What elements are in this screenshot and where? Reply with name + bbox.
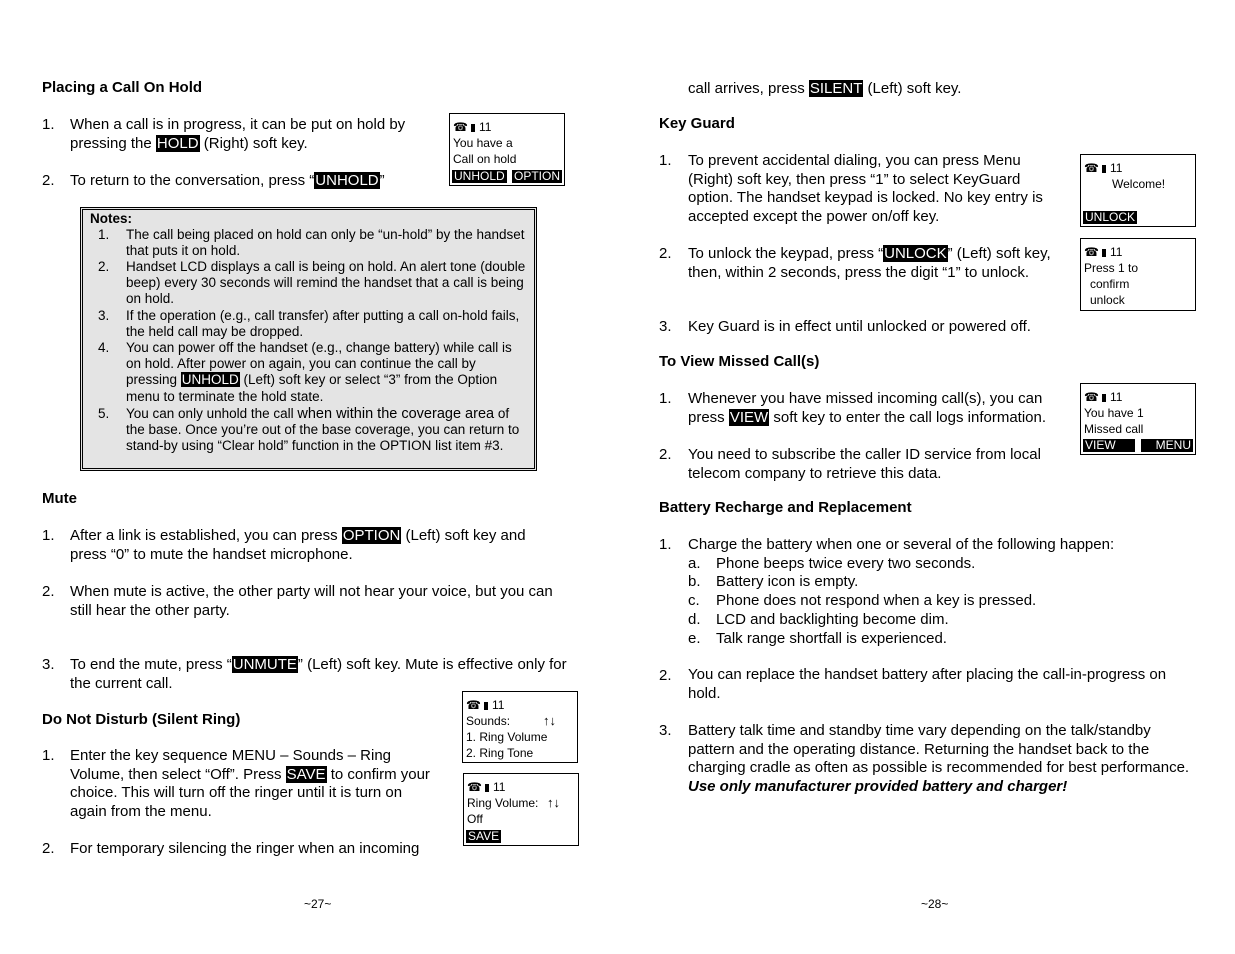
battery-sub-letter: c. xyxy=(688,592,700,609)
battery-sub-letter: e. xyxy=(688,630,701,647)
page-number-right: ~28~ xyxy=(921,897,949,911)
lcd-line: Call on hold xyxy=(453,152,517,166)
battery-sub-item: LCD and backlighting become dim. xyxy=(716,611,949,628)
battery-icon xyxy=(484,702,488,710)
note-number: 1. xyxy=(98,227,110,242)
battery-warning: Use only manufacturer provided battery and charger! xyxy=(688,777,1068,795)
lcd-right-softkey: OPTION xyxy=(513,169,560,183)
hold-heading: Placing a Call On Hold xyxy=(42,79,203,96)
lcd-sounds-menu: ☎ 11 Sounds: ↑↓ 1. Ring Volume 2. Ring Tone xyxy=(462,691,578,763)
missed-item1-text: Whenever you have missed incoming call(s), you can press VIEW soft key to enter the call logs information. xyxy=(688,390,1047,426)
lcd-line: 1. Ring Volume xyxy=(466,730,548,744)
battery-sub-item: Talk range shortfall is experienced. xyxy=(716,630,947,647)
mute-item1-number: 1. xyxy=(42,527,55,544)
view-key: VIEW xyxy=(729,408,769,426)
battery-icon xyxy=(485,784,489,792)
unlock-key: UNLOCK xyxy=(884,245,947,262)
missed-heading: To View Missed Call(s) xyxy=(659,353,820,370)
phone-icon: ☎ xyxy=(467,780,482,794)
unhold-key: UNHOLD xyxy=(181,372,239,388)
hold-item2-text: To return to the conversation, press “UNHOLD” xyxy=(70,172,385,189)
mute-item2-text: When mute is active, the other party will not hear your voice, but you can still hear the other party. xyxy=(70,583,553,619)
keyguard-item2-number: 2. xyxy=(659,245,672,262)
keyguard-item3-text: Key Guard is in effect until unlocked or powered off. xyxy=(688,318,1031,335)
battery-sub-item: Phone beeps twice every two seconds. xyxy=(716,555,976,572)
up-down-arrows-icon: ↑↓ xyxy=(543,713,556,728)
lcd-save-softkey: SAVE xyxy=(468,829,500,843)
keyguard-heading: Key Guard xyxy=(659,115,735,132)
lcd-press-to-confirm: ☎ 11 Press 1 to confirm unlock xyxy=(1080,238,1196,311)
battery-item2-text: You can replace the handset battery after placing the call-in-progress on hold. xyxy=(688,666,1167,702)
phone-icon: ☎ xyxy=(453,120,468,134)
lcd-line: Welcome! xyxy=(1112,177,1166,191)
page-number-left: ~27~ xyxy=(304,897,332,911)
lcd-line: Missed call xyxy=(1084,422,1144,436)
option-key: OPTION xyxy=(342,527,401,544)
note-number: 3. xyxy=(98,308,110,323)
lcd-call-on-hold: ☎ 11 You have a Call on hold UNHOLD OPTION xyxy=(449,113,565,186)
dnd-item2-text: For temporary silencing the ringer when an incoming xyxy=(70,840,420,857)
hold-item2-number: 2. xyxy=(42,172,55,189)
battery-item2-number: 2. xyxy=(659,667,672,684)
lcd-unlock-softkey: UNLOCK xyxy=(1085,210,1136,224)
notes-box xyxy=(80,207,537,471)
save-key: SAVE xyxy=(286,765,326,783)
note-1: The call being placed on hold can only be “un-hold” by the handset that puts it on hold. xyxy=(126,227,525,259)
note-3: If the operation (e.g., call transfer) after putting a call on-hold fails, the held call may be dropped. xyxy=(126,308,520,340)
mute-item1-text: After a link is established, you can press OPTION (Left) soft key and press “0” to mute the handset microphone. xyxy=(70,527,526,563)
lcd-welcome: ☎ 11 Welcome! UNLOCK xyxy=(1080,154,1196,227)
keyguard-item2-text: To unlock the keypad, press “UNLOCK” (Left) soft key, then, within 2 seconds, press the digit “1” to unlock. xyxy=(688,245,1051,281)
lcd-ring-volume: ☎ 11 Ring Volume: ↑↓ Off SAVE xyxy=(463,773,579,846)
keyguard-item1-number: 1. xyxy=(659,152,672,169)
note-2: Handset LCD displays a call is being on hold. An alert tone (double beep) every 30 seconds will remind the handset that a call is being on hold. xyxy=(126,259,526,307)
hold-item1-number: 1. xyxy=(42,116,55,133)
note-5: You can only unhold the call when within the coverage area of the base. Once you’re out of the base coverage, you can return to stand-by using “Clear hold” function in the OPTION list item #3. xyxy=(126,406,520,454)
silent-key: SILENT xyxy=(809,80,863,97)
lcd-missed-call: ☎ 11 You have 1 Missed call VIEW MENU xyxy=(1080,383,1196,455)
unmute-key: UNMUTE xyxy=(232,656,297,673)
phone-icon: ☎ xyxy=(1084,161,1099,175)
note-number: 2. xyxy=(98,259,110,274)
mute-heading: Mute xyxy=(42,490,77,507)
silent-continuation-text: call arrives, press SILENT (Left) soft key. xyxy=(688,80,962,97)
notes-title: Notes: xyxy=(90,211,133,226)
lcd-line: You have 1 xyxy=(1084,406,1144,420)
battery-sub-item: Battery icon is empty. xyxy=(716,573,859,590)
battery-icon xyxy=(471,124,475,132)
lcd-left-softkey: UNHOLD xyxy=(454,169,505,183)
phone-icon: ☎ xyxy=(1084,390,1099,404)
battery-icon xyxy=(1102,165,1106,173)
dnd-item1-text: Enter the key sequence MENU – Sounds – Ring Volume, then select “Off”. Press SAVE to confirm your choice. This will turn off the ringer until it is turn on again from the menu. xyxy=(70,747,430,820)
mute-item3-text: To end the mute, press “UNMUTE” (Left) soft key. Mute is effective only for the current call. xyxy=(70,656,567,692)
lcd-line: Off xyxy=(467,812,483,826)
phone-icon: ☎ xyxy=(466,698,481,712)
dnd-item2-number: 2. xyxy=(42,840,55,857)
battery-sub-letter: b. xyxy=(688,573,701,590)
lcd-line: You have a xyxy=(453,136,513,150)
unhold-key: UNHOLD xyxy=(315,172,379,189)
battery-item1-text: Charge the battery when one or several of the following happen: xyxy=(688,536,1115,553)
lcd-menu-softkey: MENU xyxy=(1141,439,1193,452)
phone-icon: ☎ xyxy=(1084,245,1099,259)
hold-item1-text: When a call is in progress, it can be put on hold by pressing the HOLD (Right) soft key. xyxy=(70,116,406,152)
keyguard-item1-text: To prevent accidental dialing, you can press Menu (Right) soft key, then press “1” to select KeyGuard option. The handset keypad is locked. No key entry is accepted except the power on/off key. xyxy=(688,152,1043,225)
battery-sub-letter: d. xyxy=(688,611,701,628)
keyguard-item3-number: 3. xyxy=(659,318,672,335)
note-4: You can power off the handset (e.g., change battery) while call is on hold. After power on again, you can continue the call by pressing UNHOLD (Left) soft key or select “3” from the Option menu to terminate the hold state. xyxy=(126,340,512,404)
hold-key: HOLD xyxy=(156,134,199,152)
missed-item2-number: 2. xyxy=(659,446,672,463)
battery-icon xyxy=(1102,394,1106,402)
mute-item3-number: 3. xyxy=(42,656,55,673)
lcd-line: 2. Ring Tone xyxy=(466,746,534,760)
battery-item3-number: 3. xyxy=(659,722,672,739)
battery-icon xyxy=(1102,249,1106,257)
note-number: 4. xyxy=(98,340,110,355)
lcd-line: unlock xyxy=(1090,293,1125,307)
battery-sub-letter: a. xyxy=(688,555,701,572)
missed-item1-number: 1. xyxy=(659,390,672,407)
battery-heading: Battery Recharge and Replacement xyxy=(659,499,912,516)
up-down-arrows-icon: ↑↓ xyxy=(547,795,560,810)
battery-item3-text: Battery talk time and standby time vary depending on the talk/standby pattern and the operating distance. Returning the handset back to the charging cradle as often as possible is recommended for best performance. Use only manufacturer provided battery and charger! xyxy=(688,722,1190,795)
missed-item2-text: You need to subscribe the caller ID service from local telecom company to retrieve this data. xyxy=(688,446,1041,482)
note-number: 5. xyxy=(98,406,110,421)
mute-item2-number: 2. xyxy=(42,583,55,600)
lcd-line: confirm xyxy=(1090,277,1130,291)
lcd-line: Press 1 to xyxy=(1084,261,1139,275)
battery-sub-item: Phone does not respond when a key is pressed. xyxy=(716,592,1037,609)
dnd-item1-number: 1. xyxy=(42,747,55,764)
lcd-view-softkey: VIEW xyxy=(1083,439,1135,452)
dnd-heading: Do Not Disturb (Silent Ring) xyxy=(42,711,241,728)
battery-item1-number: 1. xyxy=(659,536,672,553)
